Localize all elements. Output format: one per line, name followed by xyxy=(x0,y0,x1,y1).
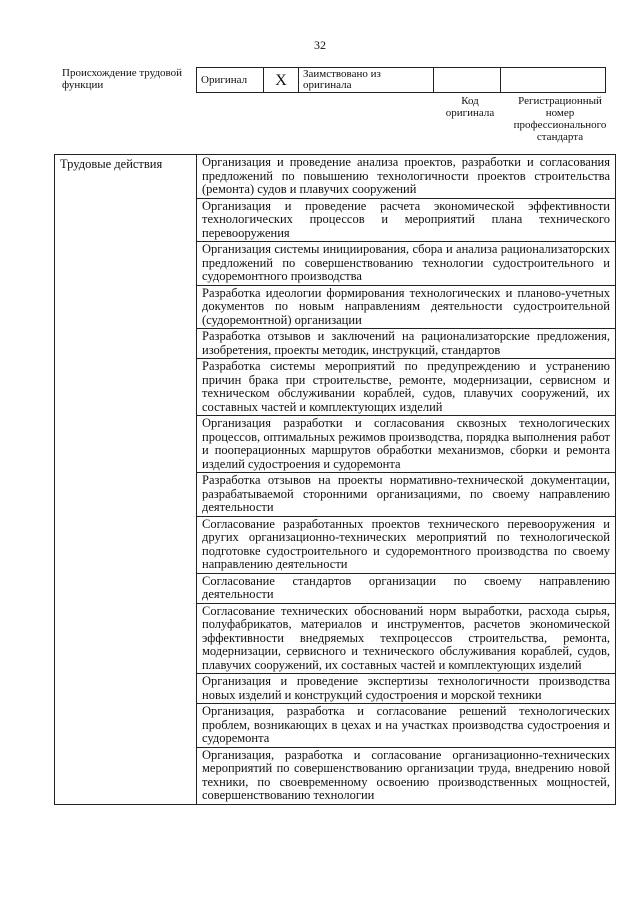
code-cell xyxy=(434,68,501,93)
labor-action: Организация и проведение экспертизы технологичности производства новых изделий и конструкций судостроения и морской техники xyxy=(197,674,616,704)
labor-action: Разработка идеологии формирования технологических и планово-учетных документов по новым направлениям деятельности судостроительной (судоремонтной) организации xyxy=(197,285,616,329)
labor-actions-table xyxy=(54,154,616,805)
labor-action: Разработка отзывов на проекты нормативно-технической документации, разрабатываемой сторонними организациями, по своему направлению деятельности xyxy=(197,473,616,517)
code-label: Код оригинала xyxy=(445,95,495,119)
origin-table xyxy=(196,67,606,93)
reg-number-label: Регистрационный номер профессионального стандарта xyxy=(513,95,607,143)
labor-action: Организация разработки и согласования сквозных технологических процессов, оптимальных режимов производства, порядка выполнения работ и пооперационных маршрутов обработки механизмов, сборки и ремонта изделий судостроения и судоремонта xyxy=(197,416,616,473)
labor-actions-label: Трудовые действия xyxy=(55,155,197,805)
labor-action: Организация и проведение расчета экономической эффективности технологических процессов и мероприятий плана технического перевооружения xyxy=(197,198,616,242)
labor-action: Организация системы инициирования, сбора и анализа рационализаторских предложений по совершенствованию технологии судостроительного и судоремонтного производства xyxy=(197,242,616,286)
original-cell: Оригинал xyxy=(197,68,264,93)
borrowed-cell: Заимствовано из оригинала xyxy=(299,68,434,93)
labor-action: Организация, разработка и согласование организационно-технических мероприятий по совершенствованию организации труда, внедрению новой техники, по своевременному освоению производственных мощностей, совершенствованию технологии xyxy=(197,747,616,804)
labor-action: Организация, разработка и согласование решений технологических проблем, возникающих в цехах и на участках производства судостроения и судоремонта xyxy=(197,704,616,748)
page-number: 32 xyxy=(314,38,326,52)
labor-action: Разработка системы мероприятий по предупреждению и устранению причин брака при строительстве, ремонте, модернизации, сервисном и техническом обслуживании кораблей, судов, плавучих сооружений, их составных частей и комплектующих изделий xyxy=(197,359,616,416)
labor-action: Согласование разработанных проектов технического перевооружения и других организационно-технических мероприятий по технологической подготовке судостроительного и судоремонтного производства по своему направлению деятельности xyxy=(197,516,616,573)
labor-action: Организация и проведение анализа проектов, разработки и согласования предложений по повышению технологичности проектов строительства (ремонта) судов и плавучих сооружений xyxy=(197,155,616,199)
original-mark: X xyxy=(264,68,299,93)
labor-action: Согласование стандартов организации по своему направлению деятельности xyxy=(197,573,616,603)
reg-number-cell xyxy=(501,68,606,93)
labor-action: Разработка отзывов и заключений на рационализаторские предложения, изобретения, проекты методик, инструкций, стандартов xyxy=(197,329,616,359)
origin-label: Происхождение трудовой функции xyxy=(62,67,183,91)
labor-action: Согласование технических обоснований норм выработки, расхода сырья, полуфабрикатов, материалов и инструментов, расчетов экономической эффективности внедряемых техпроцессов строительства, ремонта, модернизации, сервисного и технического обслуживания кораблей, судов, плавучих сооружений, их составных частей и комплектующих изделий xyxy=(197,603,616,674)
